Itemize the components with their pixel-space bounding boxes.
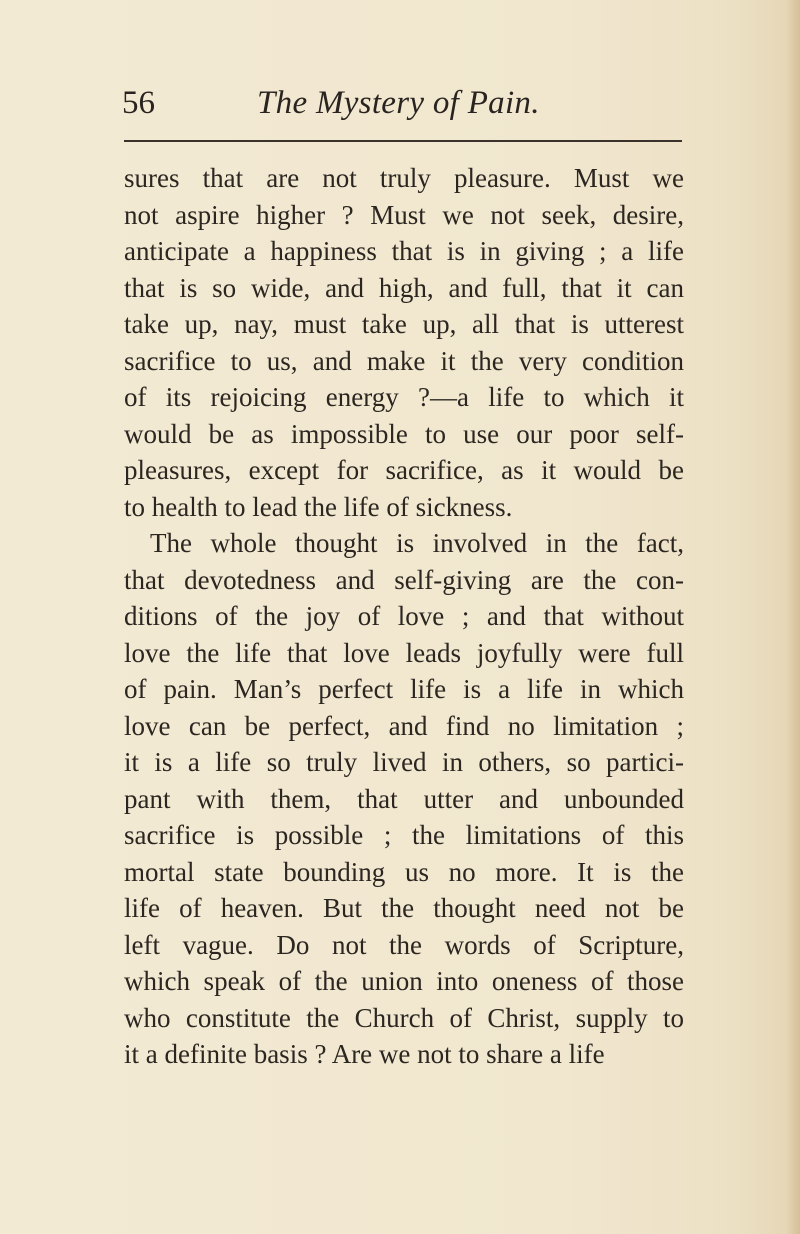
text-line: would be as impossible to use our poor self-	[124, 418, 684, 449]
text-line: love the life that love leads joyfully were full	[124, 637, 684, 668]
text-line: left vague. Do not the words of Scripture,	[124, 929, 684, 960]
text-line: pant with them, that utter and unbounded	[124, 783, 684, 814]
text-line: The whole thought is involved in the fact,	[150, 528, 684, 558]
text-line: pleasures, except for sacrifice, as it would be	[124, 455, 684, 485]
text-line: ditions of the joy of love ; and that without	[124, 601, 684, 631]
text-line: to health to lead the life of sickness.	[124, 491, 513, 522]
text-line: sacrifice is possible ; the limitations of this	[124, 820, 684, 850]
page-number: 56	[122, 85, 155, 121]
text-line: of pain. Man’s perfect life is a life in which	[124, 674, 684, 704]
text-line: sures that are not truly pleasure. Must we	[124, 163, 684, 193]
text-line: take up, nay, must take up, all that is utterest	[124, 309, 684, 339]
text-line: it a definite basis ? Are we not to share a life	[124, 1039, 605, 1069]
text-line: love can be perfect, and find no limitation ;	[124, 710, 684, 741]
text-line: mortal state bounding us no more. It is the	[124, 856, 684, 887]
text-line: it is a life so truly lived in others, so partici-	[124, 747, 684, 777]
text-line: which speak of the union into oneness of those	[124, 966, 684, 996]
text-line: of its rejoicing energy ?—a life to which it	[124, 382, 684, 412]
text-line: sacrifice to us, and make it the very condition	[124, 345, 684, 376]
text-line: that is so wide, and high, and full, that it can	[124, 272, 684, 303]
text-line: life of heaven. But the thought need not be	[124, 893, 684, 923]
body-text	[124, 160, 684, 1073]
header-rule	[124, 140, 682, 142]
text-line: anticipate a happiness that is in giving ; a life	[124, 236, 684, 266]
text-line: who constitute the Church of Christ, supply to	[124, 1002, 684, 1033]
page-edge-shadow	[786, 0, 800, 1234]
text-line: not aspire higher ? Must we not seek, desire,	[124, 199, 684, 230]
page-header	[122, 78, 682, 128]
text-line: that devotedness and self-giving are the con-	[124, 564, 684, 595]
running-title: The Mystery of Pain.	[257, 85, 540, 121]
